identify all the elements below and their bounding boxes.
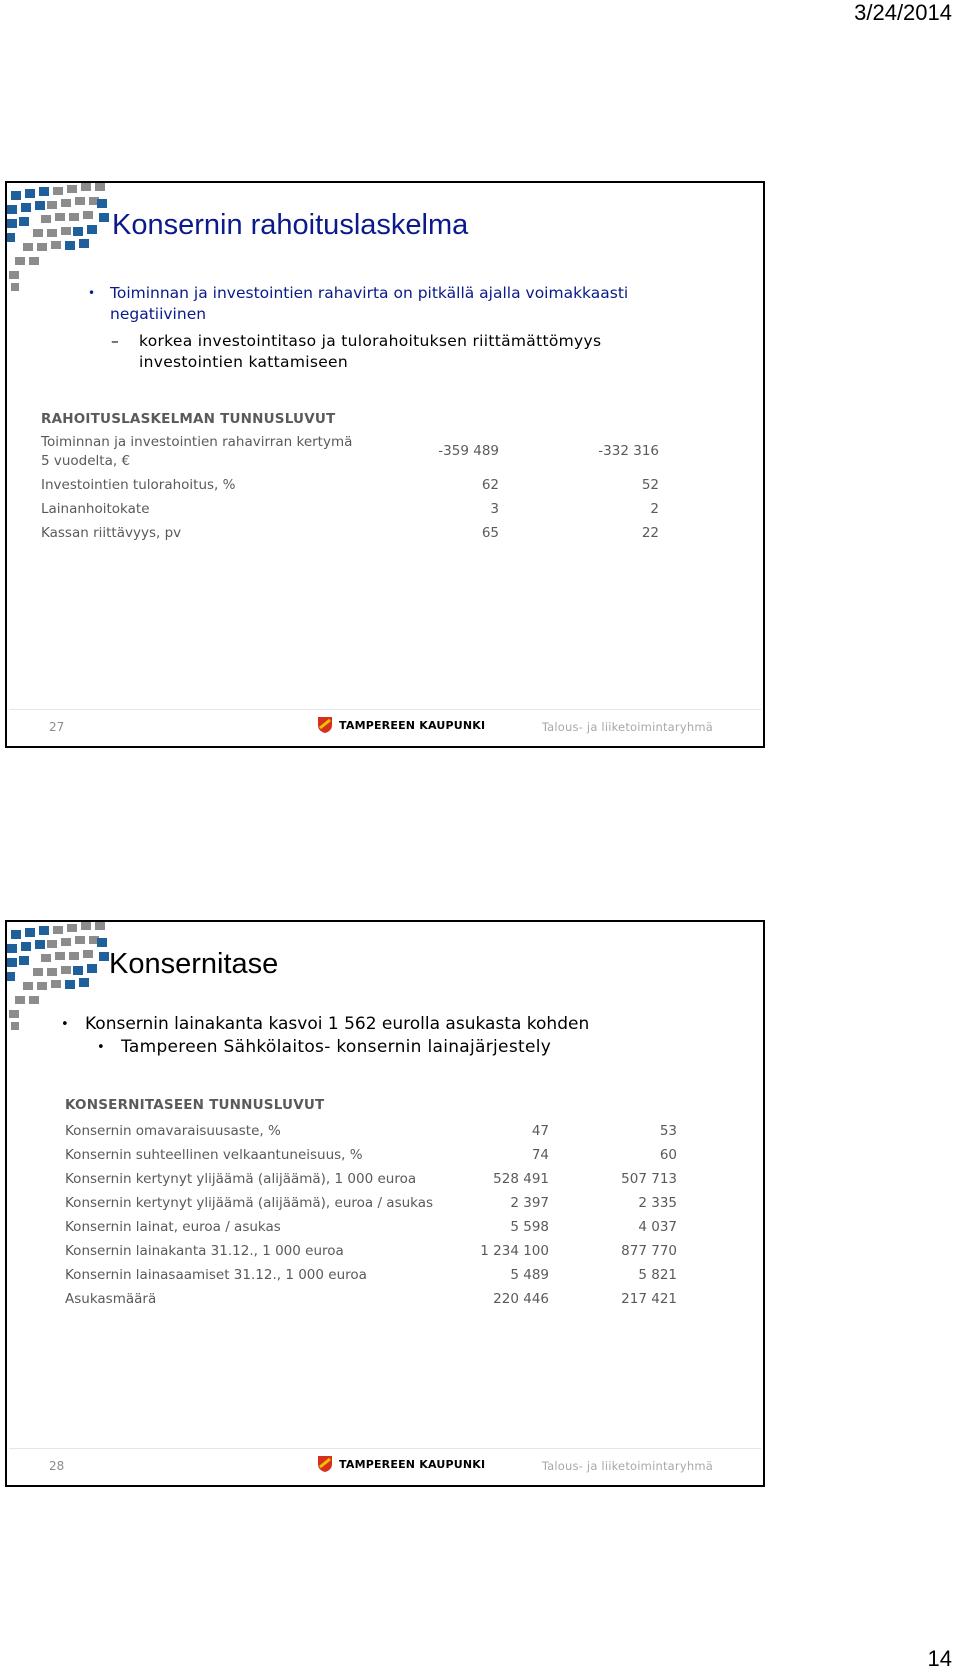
footer-org: Talous- ja liiketoimintaryhmä [541, 1459, 713, 1473]
row-label: Konsernin suhteellinen velkaantuneisuus, % [65, 1147, 363, 1163]
sub-bullet [111, 331, 609, 373]
kpi-table-heading: RAHOITUSLASKELMAN TUNNUSLUVUT [41, 411, 336, 427]
footer-org: Talous- ja liiketoimintaryhmä [541, 720, 713, 734]
footer-brand-text: TAMPEREEN KAUPUNKI [339, 718, 486, 732]
row-label: Investointien tulorahoitus, % [41, 477, 236, 493]
row-value-1: 5 489 [510, 1267, 549, 1283]
table-row [65, 1239, 677, 1263]
slide-title: Konsernitase [109, 948, 279, 980]
row-value-2: 877 770 [621, 1243, 677, 1259]
row-value-2: 53 [659, 1123, 677, 1139]
bullet-item [88, 283, 670, 325]
bullet-list [88, 283, 670, 325]
row-value-1: 62 [481, 477, 499, 493]
row-value-1: -359 489 [438, 443, 499, 459]
sub-bullet-text: korkea investointitaso ja tulorahoituksen riittämättömyys investointien kattamiseen [139, 332, 602, 371]
row-label: Asukasmäärä [65, 1291, 157, 1307]
table-row [65, 1287, 677, 1311]
sub-bullet [97, 1037, 721, 1058]
footer-brand [317, 716, 485, 734]
slide-rahoituslaskelma [5, 181, 765, 748]
footer-brand-text: TAMPEREEN KAUPUNKI [339, 1457, 486, 1471]
row-label: Konsernin kertynyt ylijäämä (alijäämä), euroa / asukas [65, 1195, 434, 1211]
row-value-1: 74 [531, 1147, 549, 1163]
bullet-icon: • [97, 1040, 105, 1055]
bullet-item [61, 1014, 725, 1035]
row-value-1: 528 491 [493, 1171, 549, 1187]
footer-brand [317, 1455, 485, 1473]
table-row [41, 473, 671, 497]
dash-icon: – [111, 332, 120, 350]
row-label: Konsernin lainakanta 31.12., 1 000 euroa [65, 1243, 344, 1259]
page-number: 14 [927, 1646, 952, 1671]
row-value-2: 4 037 [638, 1219, 677, 1235]
footer-page-number: 27 [49, 720, 65, 734]
row-label: Toiminnan ja investointien rahavirran kertymä 5 vuodelta, € [41, 434, 353, 469]
row-value-1: 47 [531, 1123, 549, 1139]
table-row [65, 1191, 677, 1215]
table-row [41, 497, 671, 521]
slide-footer [9, 1448, 761, 1483]
tampere-crest-icon [317, 716, 333, 734]
table-row [65, 1167, 677, 1191]
row-label: Konsernin lainat, euroa / asukas [65, 1219, 281, 1235]
row-value-2: -332 316 [598, 443, 659, 459]
bullet-icon: • [61, 1017, 69, 1032]
row-value-2: 507 713 [621, 1171, 677, 1187]
row-value-1: 3 [490, 501, 499, 517]
row-value-1: 65 [481, 525, 499, 541]
tampere-crest-icon [317, 1455, 333, 1473]
tampere-wave-logo-icon [7, 183, 119, 295]
table-row [41, 431, 671, 473]
sub-bullet-text: Tampereen Sähkölaitos- konsernin lainajärjestely [121, 1037, 552, 1057]
bullet-text: Toiminnan ja investointien rahavirta on pitkällä ajalla voimakkaasti negatiivinen [110, 284, 629, 323]
kpi-table [41, 411, 671, 545]
kpi-table [65, 1097, 677, 1311]
row-value-1: 1 234 100 [480, 1243, 549, 1259]
row-value-2: 22 [641, 525, 659, 541]
page-date: 3/24/2014 [854, 0, 952, 25]
kpi-table-heading: KONSERNITASEEN TUNNUSLUVUT [65, 1097, 325, 1113]
row-value-2: 2 335 [638, 1195, 677, 1211]
row-value-1: 5 598 [510, 1219, 549, 1235]
table-row [65, 1119, 677, 1143]
footer-page-number: 28 [49, 1459, 65, 1473]
slide-footer [9, 709, 761, 744]
table-row [65, 1143, 677, 1167]
row-value-1: 2 397 [510, 1195, 549, 1211]
row-label: Konsernin omavaraisuusaste, % [65, 1123, 281, 1139]
row-label: Lainanhoitokate [41, 501, 150, 517]
table-row [65, 1263, 677, 1287]
row-value-2: 5 821 [638, 1267, 677, 1283]
row-label: Kassan riittävyys, pv [41, 525, 182, 541]
bullet-text: Konsernin lainakanta kasvoi 1 562 eurolla asukasta kohden [85, 1014, 590, 1034]
slide-title: Konsernin rahoituslaskelma [112, 209, 469, 241]
slide-konsernitase [5, 920, 765, 1487]
row-value-2: 2 [650, 501, 659, 517]
row-label: Konsernin kertynyt ylijäämä (alijäämä), 1 000 euroa [65, 1171, 417, 1187]
table-row [41, 521, 671, 545]
row-value-2: 60 [659, 1147, 677, 1163]
row-label: Konsernin lainasaamiset 31.12., 1 000 euroa [65, 1267, 367, 1283]
row-value-2: 217 421 [621, 1291, 677, 1307]
table-row [65, 1215, 677, 1239]
bullet-icon: • [88, 286, 96, 300]
row-value-1: 220 446 [493, 1291, 549, 1307]
row-value-2: 52 [641, 477, 659, 493]
